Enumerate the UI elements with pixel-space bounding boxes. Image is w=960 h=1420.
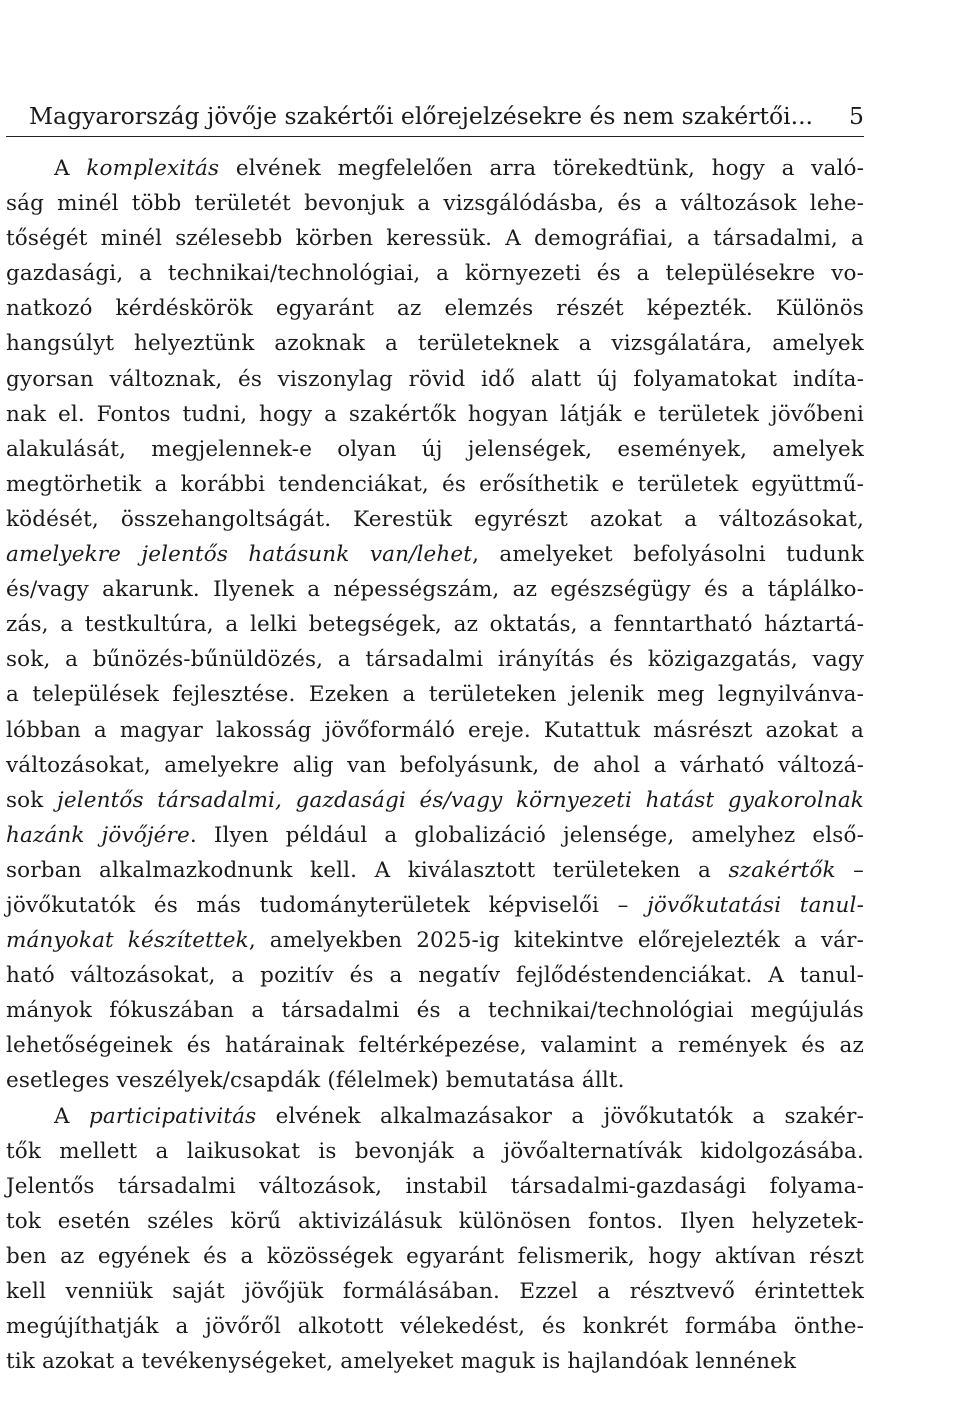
text-run: elvének alkalmazásakor a jövőkutatók a szakér- xyxy=(256,1103,865,1129)
text-run: nak el. Fontos tudni, hogy a szakértők hogyan látják e területek jövőbeni xyxy=(6,401,864,427)
text-run: megtörhetik a korábbi tendenciákat, és erősíthetik e területek együttmű- xyxy=(6,471,864,497)
text-line xyxy=(6,1169,864,1204)
text-line xyxy=(6,362,864,397)
text-line xyxy=(6,783,864,818)
text-run: – xyxy=(835,857,865,883)
text-run: mányok fókuszában a társadalmi és a technikai/technológiai megújulás xyxy=(6,998,864,1024)
text-line xyxy=(6,572,864,607)
running-head-title: Magyarország jövője szakértői előrejelzésekre és nem szakértői... xyxy=(29,102,814,130)
italic-phrase: participativitás xyxy=(89,1103,257,1129)
text-run: , amelyeket befolyásolni tudunk xyxy=(472,542,864,568)
running-head xyxy=(6,96,864,137)
text-line xyxy=(6,186,864,221)
paragraph xyxy=(6,151,864,1099)
page-number: 5 xyxy=(849,102,864,130)
text-run: Jelentős társadalmi változások, instabil társadalmi-gazdasági folyama- xyxy=(6,1173,864,1199)
text-line xyxy=(6,256,864,291)
text-line xyxy=(6,467,864,502)
text-run: . Ilyen például a globalizáció jelensége, amelyhez első- xyxy=(189,822,864,848)
text-run: natkozó kérdéskörök egyaránt az elemzés részét képezték. Különös xyxy=(6,296,864,322)
document-page xyxy=(6,96,864,1379)
text-run: tőségét minél szélesebb körben keressük. A demográfiai, a társadalmi, a xyxy=(6,226,864,252)
text-line xyxy=(6,1134,864,1169)
text-line xyxy=(6,291,864,326)
text-line xyxy=(6,502,864,537)
text-line xyxy=(6,853,864,888)
text-run: lóbban a magyar lakosság jövőformáló ereje. Kutattuk másrészt azokat a xyxy=(6,717,864,743)
text-line xyxy=(6,397,864,432)
text-run: tok esetén széles körű aktivizálásuk különösen fontos. Ilyen helyzetek- xyxy=(6,1208,864,1234)
text-run: a települések fejlesztése. Ezeken a területeken jelenik meg legnyilvánva- xyxy=(6,682,864,708)
text-run: ság minél több területét bevonjuk a vizsgálódásba, és a változások lehe- xyxy=(6,191,864,217)
text-line xyxy=(6,221,864,256)
italic-phrase: hazánk jövőjére xyxy=(6,822,190,848)
text-run: A xyxy=(54,156,87,181)
text-line xyxy=(6,151,864,186)
italic-phrase: jelentős társadalmi, gazdasági és/vagy környezeti hatást gyakorolnak xyxy=(57,787,864,813)
text-run: , amelyekben 2025-ig kitekintve előrejelezték a vár- xyxy=(248,928,864,954)
text-run: megújíthatják a jövőről alkotott vélekedést, és konkrét formába önthe- xyxy=(6,1314,864,1340)
text-line xyxy=(6,993,864,1028)
text-run: lehetőségeinek és határainak feltérképezése, valamint a remények és az xyxy=(6,1033,864,1059)
text-line xyxy=(6,326,864,361)
text-run: és/vagy akarunk. Ilyenek a népességszám, az egészségügy és a táplálko- xyxy=(6,577,864,603)
text-line xyxy=(6,537,864,572)
text-line xyxy=(6,1063,864,1098)
italic-phrase: jövőkutatási tanul- xyxy=(647,892,864,918)
text-line xyxy=(6,1274,864,1309)
text-line xyxy=(6,432,864,467)
text-line xyxy=(6,677,864,712)
text-line xyxy=(6,958,864,993)
text-line xyxy=(6,1204,864,1239)
text-line xyxy=(6,1344,864,1379)
text-line xyxy=(6,1028,864,1063)
italic-phrase: szakértők xyxy=(728,857,836,883)
text-line xyxy=(6,642,864,677)
text-run: tők mellett a laikusokat is bevonják a jövőalternatívák kidolgozásába. xyxy=(6,1138,864,1164)
text-run: A xyxy=(54,1103,89,1129)
italic-phrase: komplexitás xyxy=(86,156,220,181)
text-run: sorban alkalmazkodnunk kell. A kiválasztott területeken a xyxy=(6,857,729,883)
text-line xyxy=(6,1309,864,1344)
text-run: ködését, összehangoltságát. Kerestük egyrészt azokat a változásokat, xyxy=(6,506,864,532)
text-run: sok xyxy=(6,787,58,813)
text-line xyxy=(6,748,864,783)
text-run: tik azokat a tevékenységeket, amelyeket maguk is hajlandóak lennének xyxy=(6,1349,797,1375)
text-run: kell venniük saját jövőjük formálásában. Ezzel a résztvevő érintettek xyxy=(6,1279,864,1304)
body-text xyxy=(6,151,864,1379)
text-run: változásokat, amelyekre alig van befolyásunk, de ahol a várható változá- xyxy=(6,752,864,778)
text-run: alakulását, megjelennek-e olyan új jelenségek, események, amelyek xyxy=(6,436,864,462)
text-line xyxy=(6,713,864,748)
text-run: elvének megfelelően arra törekedtünk, hogy a való- xyxy=(219,156,864,181)
text-run: sok, a bűnözés-bűnüldözés, a társadalmi irányítás és közigazgatás, vagy xyxy=(6,647,864,673)
paragraph xyxy=(6,1099,864,1380)
text-line xyxy=(6,888,864,923)
text-run: gyorsan változnak, és viszonylag rövid idő alatt új folyamatokat indíta- xyxy=(6,366,864,392)
text-run: gazdasági, a technikai/technológiai, a környezeti és a településekre vo- xyxy=(6,261,864,287)
italic-phrase: amelyekre jelentős hatásunk van/lehet xyxy=(6,542,473,568)
text-line xyxy=(6,607,864,642)
text-line xyxy=(6,818,864,853)
text-run: zás, a testkultúra, a lelki betegségek, az oktatás, a fenntartható háztartá- xyxy=(6,612,864,638)
italic-phrase: mányokat készítettek xyxy=(6,928,249,954)
text-run: ben az egyének és a közösségek egyaránt felismerik, hogy aktívan részt xyxy=(6,1243,864,1269)
text-line xyxy=(6,1099,864,1134)
text-line xyxy=(6,923,864,958)
text-run: jövőkutatók és más tudományterületek képviselői – xyxy=(6,892,648,918)
text-run: hangsúlyt helyeztünk azoknak a területeknek a vizsgálatára, amelyek xyxy=(6,331,864,357)
text-run: ható változásokat, a pozitív és a negatív fejlődéstendenciákat. A tanul- xyxy=(6,963,864,989)
text-line xyxy=(6,1239,864,1274)
text-run: esetleges veszélyek/csapdák (félelmek) bemutatása állt. xyxy=(6,1068,625,1094)
